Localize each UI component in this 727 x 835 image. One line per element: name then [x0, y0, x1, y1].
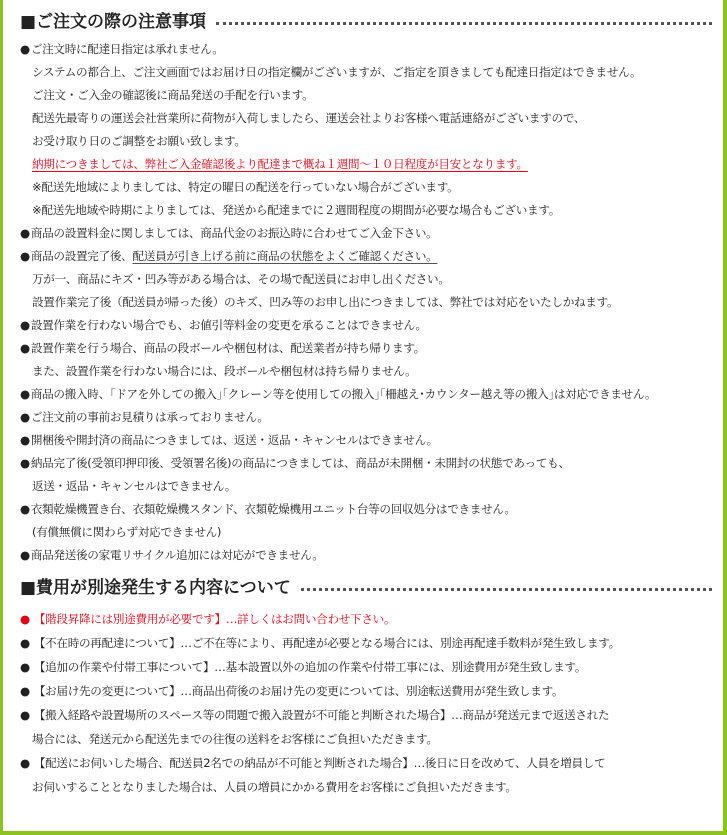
- note-text: 開梱後や開封済の商品につきましては、返送・返品・キャンセルはできません。: [30, 433, 438, 447]
- bullet-icon: ●: [20, 249, 30, 263]
- extra-cost-heading-text: ■費用が別途発生する内容について: [20, 578, 291, 598]
- note-item: [20, 222, 720, 245]
- note-continuation-line: [20, 521, 720, 544]
- bullet-icon: ●: [20, 502, 30, 516]
- note-continuation-line: [20, 61, 720, 84]
- note-item: [20, 703, 720, 727]
- note-text: システムの都合上、ご注文画面ではお届け日の指定欄がございますが、ご指定を頂きましても配達日指定はできません。: [32, 65, 642, 79]
- bullet-icon: ●: [20, 226, 30, 240]
- note-item: [20, 751, 720, 775]
- note-text: ご注文・ご入金の確認後に商品発送の手配を行います。: [32, 88, 314, 102]
- note-text: 【不在時の再配達について】…ご不在等により、再配達が必要となる場合には、別途再配達手数料が発生致します。: [33, 636, 620, 650]
- note-text: 【追加の作業や付帯工事について】…基本設置以外の追加の作業や付帯工事には、別途費用が発生致します。: [33, 660, 587, 674]
- order-notes-list: [20, 38, 720, 567]
- extra-cost-heading: [20, 576, 720, 600]
- note-text: ※配送先地域や時期によりましては、発送から配達までに２週間程度の期間が必要な場合もございます。: [32, 203, 561, 217]
- note-text: 【階段昇降には別途費用が必要です】…詳しくはお問い合わせ下さい。: [33, 612, 396, 626]
- note-item: [20, 406, 720, 429]
- note-item: [20, 607, 720, 631]
- note-text: お伺いすることとなりました場合は、人員の増員にかかる費用をお客様にご負担いただきます。: [32, 780, 517, 794]
- bullet-icon: ●: [20, 410, 30, 424]
- note-text: 万が一、商品にキズ・凹み等がある場合は、その場で配送員にお申し出ください。: [32, 272, 450, 286]
- bullet-icon: ●: [20, 612, 30, 626]
- note-item: [20, 314, 720, 337]
- note-continuation-line: [20, 199, 720, 222]
- note-continuation-line: [20, 268, 720, 291]
- note-item: [20, 38, 720, 61]
- note-continuation-line: [20, 360, 720, 383]
- note-item: [20, 544, 720, 567]
- note-text: ※配送先地域によりましては、特定の曜日の配送を行っていない場合がございます。: [32, 180, 459, 194]
- note-continuation-line: [20, 291, 720, 314]
- bullet-icon: ●: [20, 684, 30, 698]
- note-text: お受け取り日のご調整をお願い致します。: [32, 134, 246, 148]
- note-item: [20, 337, 720, 360]
- extra-cost-section: [20, 576, 720, 799]
- note-text: ご注文前の事前お見積りは承っておりません。: [30, 410, 269, 424]
- note-text: 設置作業を行う場合、商品の段ボールや梱包材は、配送業者が持ち帰ります。: [30, 341, 425, 355]
- note-text: ご注文時に配達日指定は承れません。: [30, 42, 224, 56]
- bullet-icon: ●: [20, 318, 30, 332]
- bullet-icon: ●: [20, 756, 30, 770]
- bullet-icon: ●: [20, 660, 30, 674]
- note-item: [20, 498, 720, 521]
- note-item: [20, 452, 720, 475]
- note-text: 【搬入経路や設置場所のスペース等の問題で搬入設置が不可能と判断された場合】…商品が発送元まで返送された: [33, 708, 610, 722]
- note-text: 場合には、発送元から配送先までの往復の送料をお客様にご負担いただきます。: [32, 732, 438, 746]
- note-continuation-line: [20, 84, 720, 107]
- note-continuation-line: [20, 727, 720, 751]
- note-text: (有償無償に関わらず対応できません): [32, 525, 222, 539]
- note-text: また、設置作業を行わない場合には、段ボールや梱包材は持ち帰りません。: [32, 364, 417, 378]
- heading-dotted-leader: [301, 588, 712, 591]
- bullet-icon: ●: [20, 42, 30, 56]
- order-notes-heading-text: ■ご注文の際の注意事項: [20, 12, 207, 32]
- note-text: 納品完了後(受領印押印後、受領署名後)の商品につきましては、商品が未開梱・未開封の状態であっても、: [30, 456, 570, 470]
- bullet-icon: ●: [20, 433, 30, 447]
- note-item: [20, 655, 720, 679]
- bullet-icon: ●: [20, 387, 30, 401]
- bullet-icon: ●: [20, 456, 30, 470]
- note-text: 衣類乾燥機置き台、衣類乾燥機スタンド、衣類乾燥機用ユニット台等の回収処分はできません。: [30, 502, 516, 516]
- order-notes-section: [20, 10, 720, 567]
- bullet-icon: ●: [20, 636, 30, 650]
- note-text: 商品の搬入時、｢ドアを外しての搬入｣｢クレーン等を使用しての搬入｣｢柵越え･カウンター越え等の搬入｣は対応できません。: [30, 387, 657, 401]
- note-item: [20, 429, 720, 452]
- order-notes-heading: [20, 10, 720, 34]
- extra-cost-list: [20, 607, 720, 799]
- heading-dotted-leader: [216, 22, 712, 25]
- note-text: 設置作業を行わない場合でも、お値引等料金の変更を承ることはできません。: [30, 318, 427, 332]
- bullet-icon: ●: [20, 341, 30, 355]
- note-text: 配送先最寄りの運送会社営業所に荷物が入荷しましたら、運送会社よりお客様へ電話連絡がございますので、: [32, 111, 586, 125]
- note-text: 商品の設置料金に関しましては、商品代金のお振込時に合わせてご入金下さい。: [30, 226, 438, 240]
- note-text: 【お届け先の変更について】…商品出荷後のお届け先の変更については、別途転送費用が発生致します。: [33, 684, 564, 698]
- note-continuation-line: [20, 130, 720, 153]
- note-text-underlined: 配送員が引き上げる前に商品の状態をよくご確認ください。: [132, 249, 438, 263]
- note-continuation-line: [20, 107, 720, 130]
- bullet-icon: ●: [20, 548, 30, 562]
- note-text: 返送・返品・キャンセルはできません。: [32, 479, 236, 493]
- note-item: [20, 245, 720, 268]
- note-text: 設置作業完了後（配送員が帰った後）のキズ、凹み等のお申し出につきましては、弊社では対応をいたしかねます。: [32, 295, 619, 309]
- note-continuation-line: [20, 775, 720, 799]
- note-continuation-line: [20, 176, 720, 199]
- bullet-icon: ●: [20, 708, 30, 722]
- note-continuation-line: [20, 475, 720, 498]
- note-text: 【配送にお伺いした場合、配送員2名での納品が不可能と判断された場合】…後日に日を改めて、人員を増員して: [33, 756, 606, 770]
- note-item: [20, 631, 720, 655]
- note-continuation-line: [20, 153, 720, 176]
- note-item: [20, 679, 720, 703]
- note-text: 商品発送後の家電リサイクル追加には対応ができません。: [30, 548, 324, 562]
- note-item: [20, 383, 720, 406]
- note-text: 商品の設置完了後、: [30, 249, 133, 263]
- note-text: 納期につきましては、弊社ご入金確認後より配達まで概ね１週間～１０日程度が目安となります。: [32, 157, 528, 171]
